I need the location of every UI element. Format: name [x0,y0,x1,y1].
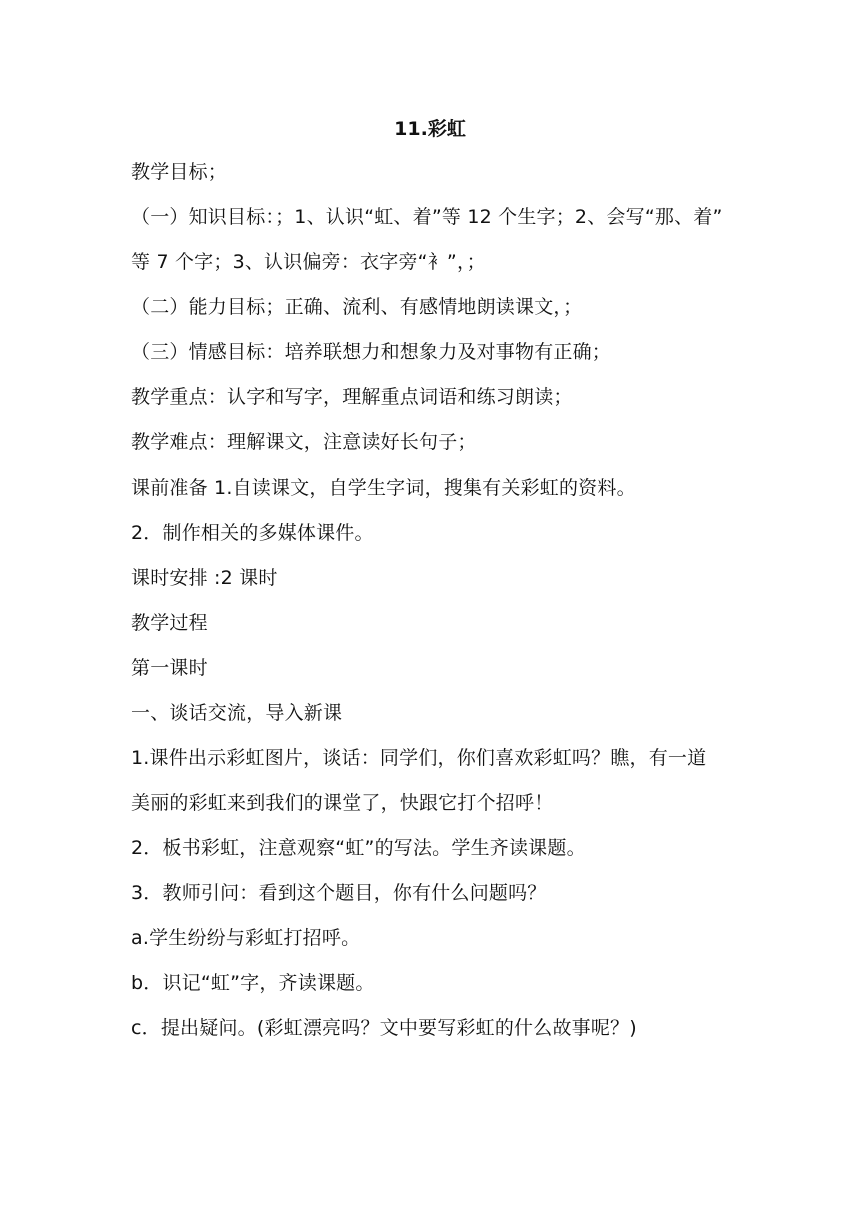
text-line-key-points: 教学重点：认字和写字，理解重点词语和练习朗读； [131,386,573,408]
text-line-schedule: 课时安排 :2 课时 [131,567,278,589]
text-line-ability-goal: （二）能力目标；正确、流利、有感情地朗读课文，； [131,296,583,318]
text-line-step-1: 1.课件出示彩虹图片，谈话：同学们，你们喜欢彩虹吗？瞧，有一道 [131,747,707,769]
text-line-step-2: 2．板书彩虹，注意观察“虹”的写法。学生齐读课题。 [131,837,586,859]
text-line-step-1-cont: 美丽的彩虹来到我们的课堂了，快跟它打个招呼！ [131,792,554,814]
text-line-sub-c: c．提出疑问。(彩虹漂亮吗？文中要写彩虹的什么故事呢？) [131,1017,637,1039]
text-line-teaching-goals: 教学目标； [131,161,228,183]
text-line-knowledge-goal: （一）知识目标：；1、认识“虹、着”等 12 个生字；2、会写“那、着” [131,206,723,228]
text-line-section-one: 一、谈话交流，导入新课 [131,702,343,724]
text-line-teaching-process: 教学过程 [131,612,208,634]
text-line-difficulties: 教学难点：理解课文，注意读好长句子； [131,431,477,453]
text-line-preparation: 课前准备 1.自读课文，自学生字词，搜集有关彩虹的资料。 [131,477,636,499]
text-line-sub-a: a.学生纷纷与彩虹打招呼。 [131,927,361,949]
text-line-step-3: 3．教师引问：看到这个题目，你有什么问题吗？ [131,882,547,904]
text-line-first-lesson: 第一课时 [131,657,208,679]
text-line-knowledge-goal-cont: 等 7 个字；3、认识偏旁：衣字旁“衤”，； [131,251,486,273]
text-line-sub-b: b．识记“虹”字，齐读课题。 [131,972,375,994]
text-line-emotion-goal: （三）情感目标：培养联想力和想象力及对事物有正确； [131,341,612,363]
document-title: 11.彩虹 [394,118,466,140]
text-line-preparation-2: 2．制作相关的多媒体课件。 [131,522,374,544]
